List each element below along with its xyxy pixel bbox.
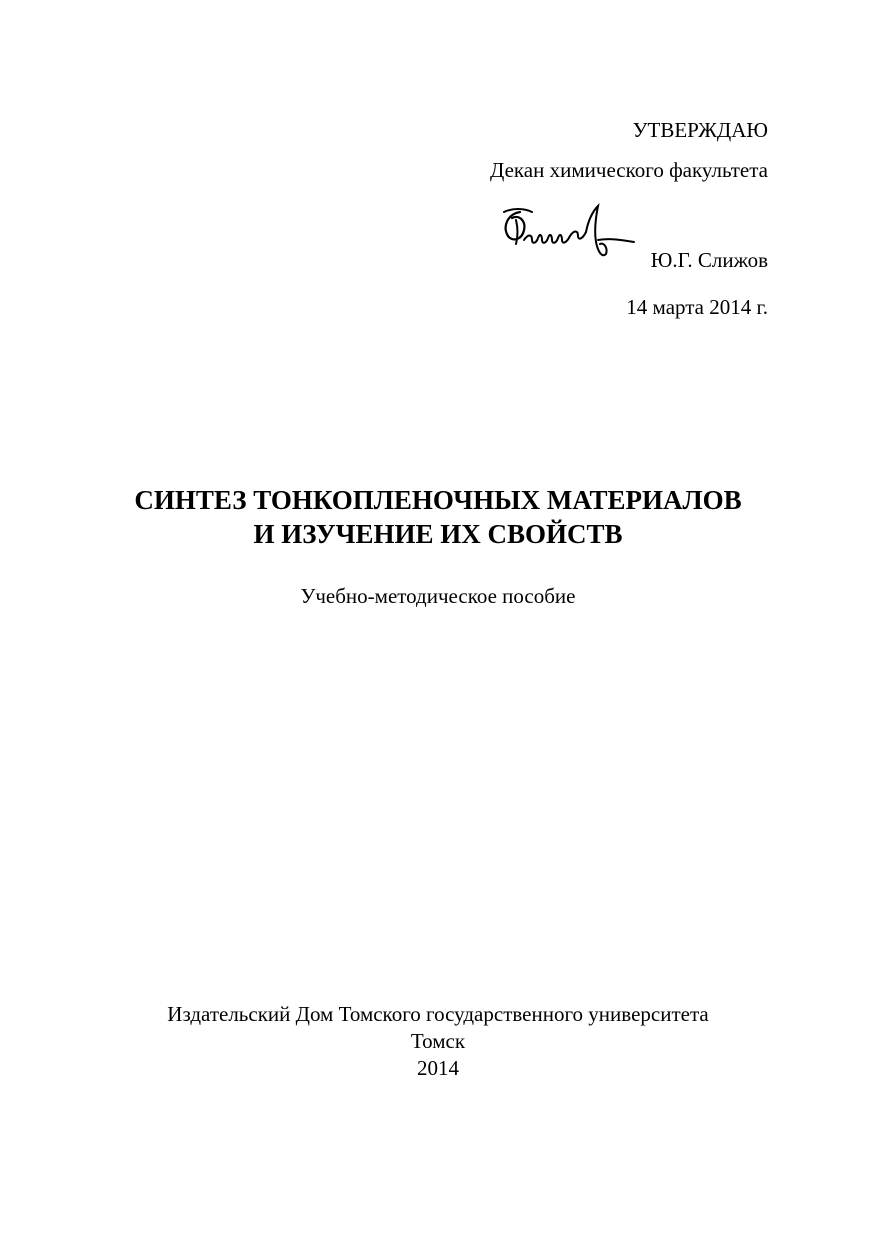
document-subtitle: Учебно-методическое пособие <box>300 584 576 608</box>
approval-label: УТВЕРЖДАЮ <box>632 118 768 142</box>
publication-year: 2014 <box>417 1056 459 1080</box>
approval-date: 14 марта 2014 г. <box>626 295 768 319</box>
handwritten-signature <box>498 200 638 266</box>
publisher-block <box>0 1001 876 1082</box>
title-line-2: И ИЗУЧЕНИЕ ИХ СВОЙСТВ <box>253 519 623 549</box>
title-line-1: СИНТЕЗ ТОНКОПЛЕНОЧНЫХ МАТЕРИАЛОВ <box>134 485 742 515</box>
publisher-city: Томск <box>410 1029 466 1053</box>
publisher-name: Издательский Дом Томского государственного университета <box>167 1002 709 1026</box>
document-title <box>0 483 876 551</box>
approval-position: Декан химического факультета <box>490 158 768 182</box>
approval-signer: Ю.Г. Слижов <box>650 248 768 272</box>
